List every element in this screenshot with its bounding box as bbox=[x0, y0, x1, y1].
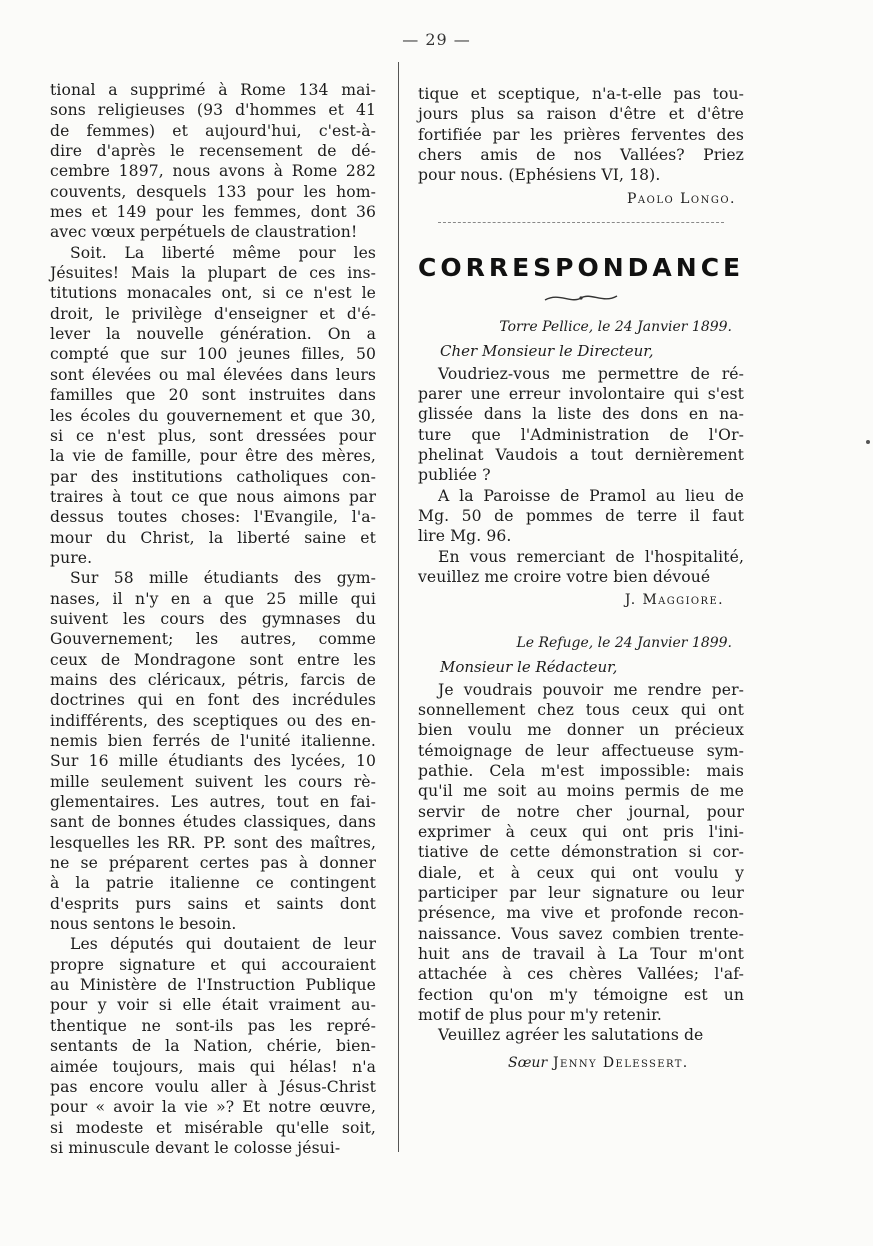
text-line: sont élevées ou mal élevées dans leurs bbox=[50, 365, 376, 384]
text-line: qu'il me soit au moins permis de me bbox=[418, 782, 744, 801]
text-line: tional a supprimé à Rome 134 mai- bbox=[50, 81, 376, 99]
text-line: titutions monacales ont, si ce n'est le bbox=[50, 284, 376, 303]
text-line: sant de bonnes études classiques, dans bbox=[50, 813, 376, 832]
text-line: avec vœux perpétuels de claustration! bbox=[50, 223, 358, 242]
text-line: servir de notre cher journal, pour bbox=[418, 802, 744, 821]
text-line: fortifiée par les prières ferventes des bbox=[418, 125, 744, 144]
text-line: A la Paroisse de Pramol au lieu de bbox=[438, 486, 744, 505]
text-line: fection qu'on m'y témoigne est un bbox=[418, 985, 744, 1004]
text-line: droit, le privilège d'enseigner et d'é- bbox=[50, 304, 376, 323]
text-line: d'esprits purs sains et saints dont bbox=[50, 894, 376, 913]
text-line: compté que sur 100 jeunes filles, 50 bbox=[50, 345, 376, 364]
text-line: participer par leur signature ou leur bbox=[418, 883, 744, 902]
text-line: huit ans de travail à La Tour m'ont bbox=[418, 944, 744, 963]
signature-name: Jenny Delessert. bbox=[553, 1054, 689, 1071]
text-line: au Ministère de l'Instruction Publique bbox=[50, 976, 376, 995]
text-line: pour « avoir la vie »? Et notre œuvre, bbox=[50, 1098, 376, 1117]
text-line: Voudriez-vous me permettre de ré- bbox=[438, 364, 744, 383]
letter1-body bbox=[418, 364, 744, 588]
text-line: sons religieuses (93 d'hommes et 41 bbox=[50, 101, 376, 120]
text-line: mille seulement suivent les cours rè- bbox=[50, 772, 376, 791]
text-line: mains des cléricaux, pétris, farcis de bbox=[50, 670, 376, 689]
text-line: sonnellement chez tous ceux qui ont bbox=[418, 700, 744, 719]
letter2-signature bbox=[418, 1050, 744, 1076]
margin-speck bbox=[866, 440, 870, 444]
text-line: les écoles du gouvernement et que 30, bbox=[50, 406, 376, 425]
article-continuation bbox=[418, 84, 744, 186]
text-line: motif de plus pour m'y retenir. bbox=[418, 1006, 662, 1024]
letter2-salutation: Monsieur le Rédacteur, bbox=[440, 657, 618, 676]
text-line: nemis bien ferrés de l'unité italienne. bbox=[50, 732, 376, 750]
text-line: naissance. Vous savez combien trente- bbox=[418, 924, 744, 943]
text-line: bien voulu me donner un précieux bbox=[418, 721, 744, 740]
text-line: tique et sceptique, n'a-t-elle pas tou- bbox=[418, 85, 744, 103]
text-line: lever la nouvelle génération. On a bbox=[50, 325, 376, 344]
text-line: chers amis de nos Vallées? Priez bbox=[418, 146, 744, 165]
text-line: attachée à ces chères Vallées; l'af- bbox=[418, 965, 744, 984]
left-column bbox=[50, 80, 376, 1158]
signature-paolo-longo: Paolo Longo. bbox=[626, 190, 736, 207]
text-line: glementaires. Les autres, tout en fai- bbox=[50, 793, 376, 812]
text-line: à la patrie italienne ce contingent bbox=[50, 874, 376, 893]
text-line: pour y voir si elle était vraiment au- bbox=[50, 996, 376, 1015]
text-line: diale, et à ceux qui ont voulu y bbox=[418, 863, 744, 882]
text-line: publiée ? bbox=[418, 466, 491, 485]
section-title: CORRESPONDANCE bbox=[418, 252, 745, 282]
text-line: si minuscule devant le colosse jésui- bbox=[50, 1138, 341, 1157]
text-line: lire Mg. 96. bbox=[418, 527, 512, 546]
text-line: couvents, desquels 133 pour les hom- bbox=[50, 182, 376, 201]
text-line: nases, il n'y en a que 25 mille qui bbox=[50, 589, 376, 608]
text-line: par des institutions catholiques con- bbox=[50, 467, 376, 486]
text-line: doctrines qui en font des incrédules bbox=[50, 691, 376, 710]
text-line: Gouvernement; les autres, comme bbox=[50, 630, 376, 649]
text-line: propre signature et qui accouraient bbox=[50, 955, 376, 974]
letter1-salutation: Cher Monsieur le Directeur, bbox=[440, 341, 654, 360]
text-line: suivent les cours des gymnases du bbox=[50, 609, 376, 628]
text-line: traires à tout ce que nous aimons par bbox=[50, 487, 376, 506]
section-divider bbox=[438, 222, 724, 223]
text-line: pas encore voulu aller à Jésus-Christ bbox=[50, 1077, 376, 1096]
text-line: phelinat Vaudois a tout dernièrement bbox=[418, 446, 744, 465]
right-column bbox=[418, 84, 744, 1076]
page-number: — 29 — bbox=[402, 30, 471, 49]
text-line: pour nous. (Ephésiens VI, 18). bbox=[418, 166, 661, 185]
text-line: Soit. La liberté même pour les bbox=[70, 243, 376, 262]
text-line: Mg. 50 de pommes de terre il faut bbox=[418, 507, 744, 526]
signature-prefix: Sœur bbox=[508, 1054, 548, 1071]
text-line: cembre 1897, nous avons à Rome 282 bbox=[50, 162, 376, 181]
text-line: ne se préparent certes pas à donner bbox=[50, 854, 376, 873]
text-line: présence, ma vive et profonde recon- bbox=[418, 904, 744, 923]
ornament-flourish bbox=[418, 290, 744, 306]
text-line: de femmes) et aujourd'hui, c'est-à- bbox=[50, 121, 376, 140]
text-line: sentants de la Nation, chérie, bien- bbox=[50, 1037, 376, 1056]
column-divider bbox=[398, 62, 399, 1152]
text-line: thentique ne sont-ils pas les repré- bbox=[50, 1016, 376, 1035]
text-line: Les députés qui doutaient de leur bbox=[70, 935, 376, 954]
text-line: dessus toutes choses: l'Evangile, l'a- bbox=[50, 508, 376, 527]
text-line: tiative de cette démonstration si cor- bbox=[418, 843, 744, 862]
text-line: familles que 20 sont instruites dans bbox=[50, 386, 376, 405]
text-line: la vie de famille, pour être des mères, bbox=[50, 447, 376, 466]
text-line: indifférents, des sceptiques ou des en- bbox=[50, 711, 376, 730]
letter1-signature: J. Maggiore. bbox=[624, 591, 724, 608]
text-line: mes et 149 pour les femmes, dont 36 bbox=[50, 203, 376, 222]
text-line: nous sentons le besoin. bbox=[50, 915, 237, 934]
text-line: Veuillez agréer les salutations de bbox=[438, 1026, 704, 1045]
letter1-dateline: Torre Pellice, le 24 Janvier 1899. bbox=[499, 318, 732, 335]
text-line: mour du Christ, la liberté saine et bbox=[50, 528, 376, 547]
text-line: jours plus sa raison d'être et d'être bbox=[418, 105, 744, 124]
text-line: parer une erreur involontaire qui s'est bbox=[418, 385, 744, 404]
text-line: Jésuites! Mais la plupart de ces ins- bbox=[50, 264, 376, 283]
text-line: témoignage de leur affectueuse sym- bbox=[418, 741, 744, 760]
text-line: Sur 58 mille étudiants des gym- bbox=[70, 569, 376, 588]
text-line: pure. bbox=[50, 548, 93, 567]
text-line: glissée dans la liste des dons en na- bbox=[418, 405, 744, 424]
text-line: pathie. Cela m'est impossible: mais bbox=[418, 761, 744, 780]
text-line: ture que l'Administration de l'Or- bbox=[418, 425, 744, 444]
text-line: dire d'après le recensement de dé- bbox=[50, 142, 376, 161]
text-line: aimée toujours, mais qui hélas! n'a bbox=[50, 1057, 376, 1076]
letter2-dateline: Le Refuge, le 24 Janvier 1899. bbox=[516, 634, 732, 651]
text-line: ceux de Mondragone sont entre les bbox=[50, 650, 376, 669]
text-line: si modeste et misérable qu'elle soit, bbox=[50, 1118, 376, 1137]
text-line: Sur 16 mille étudiants des lycées, 10 bbox=[50, 752, 376, 771]
text-line: exprimer à ceux qui ont pris l'ini- bbox=[418, 822, 744, 841]
text-line: En vous remerciant de l'hospitalité, bbox=[438, 547, 744, 566]
text-line: veuillez me croire votre bien dévoué bbox=[418, 568, 711, 587]
letter2-body bbox=[418, 680, 744, 1046]
text-line: lesquelles les RR. PP. sont des maîtres, bbox=[50, 833, 376, 852]
text-line: Je voudrais pouvoir me rendre per- bbox=[438, 680, 744, 699]
text-line: si ce n'est plus, sont dressées pour bbox=[50, 426, 376, 445]
